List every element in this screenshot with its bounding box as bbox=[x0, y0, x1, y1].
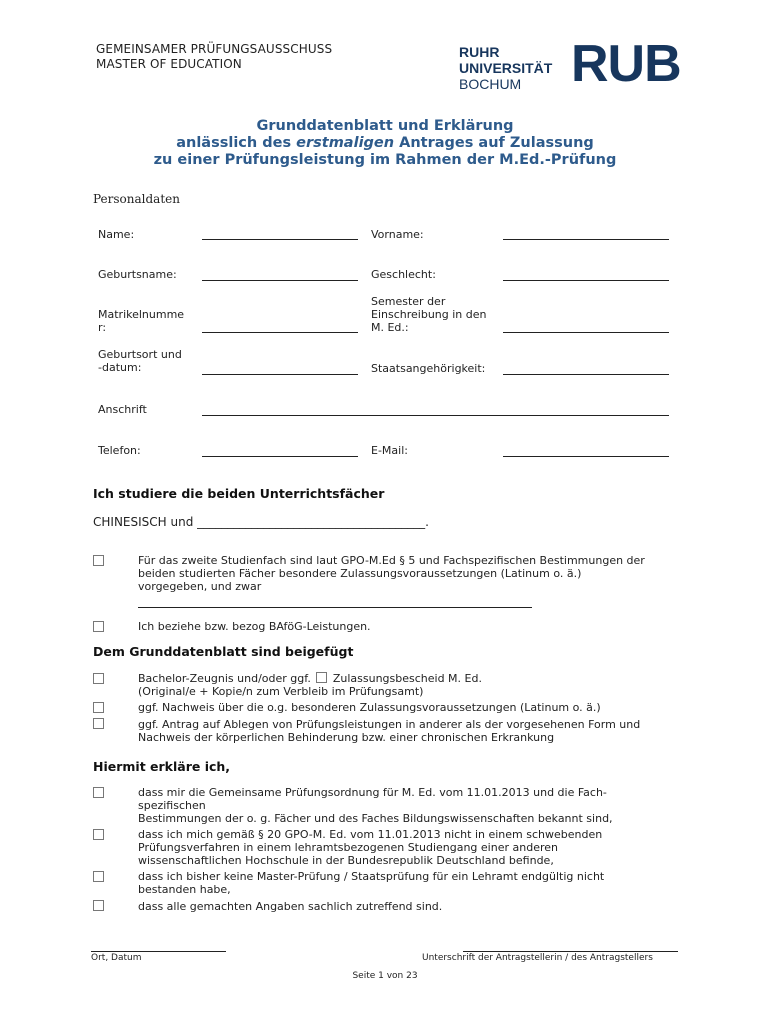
matrikel-label-2: r: bbox=[98, 321, 107, 334]
personal-data-heading: Personaldaten bbox=[93, 192, 180, 206]
subjects-line bbox=[93, 515, 429, 529]
bachelor-text-pre: Bachelor-Zeugnis und/oder ggf. bbox=[138, 672, 311, 685]
geburtsname-field[interactable] bbox=[202, 280, 358, 281]
declaration-1-line-2: spezifischen bbox=[138, 799, 206, 812]
semester-label-3: M. Ed.: bbox=[371, 321, 409, 334]
declaration-2-text bbox=[138, 828, 602, 867]
declaration-3-line-1: dass ich bisher keine Master-Prüfung / Staatsprüfung für ein Lehramt endgültig nicht bbox=[138, 870, 605, 883]
declaration-2-line-2: Prüfungsverfahren in einem lehramtsbezogenen Studiengang einer anderen bbox=[138, 841, 558, 854]
telefon-label: Telefon: bbox=[98, 444, 141, 457]
vorname-field[interactable] bbox=[503, 239, 669, 240]
declaration-1-text bbox=[138, 786, 613, 825]
nachweis-text: ggf. Nachweis über die o.g. besonderen Zulassungsvoraussetzungen (Latinum o. ä.) bbox=[138, 701, 601, 714]
declaration-1-checkbox[interactable] bbox=[93, 787, 104, 798]
staatsangehoerigkeit-label: Staatsangehörigkeit: bbox=[371, 362, 486, 375]
semester-label-2: Einschreibung in den bbox=[371, 308, 487, 321]
declaration-2-checkbox[interactable] bbox=[93, 829, 104, 840]
declaration-2-line-3: wissenschaftlichen Hochschule in der Bundesrepublik Deutschland befinde, bbox=[138, 854, 554, 867]
header-line-1: GEMEINSAMER PRÜFUNGSAUSSCHUSS bbox=[96, 42, 333, 56]
vorname-label: Vorname: bbox=[371, 228, 424, 241]
geburtsname-label: Geburtsname: bbox=[98, 268, 177, 281]
committee-header bbox=[96, 42, 332, 72]
semester-label bbox=[371, 295, 486, 334]
second-subject-field[interactable]: ______________________________________. bbox=[197, 515, 429, 529]
geschlecht-field[interactable] bbox=[503, 280, 669, 281]
title-line-2 bbox=[0, 135, 770, 152]
nachweis-checkbox[interactable] bbox=[93, 702, 104, 713]
declaration-1-line-1: dass mir die Gemeinsame Prüfungsordnung für M. Ed. vom 11.01.2013 und die Fach- bbox=[138, 786, 607, 799]
declaration-heading: Hiermit erkläre ich, bbox=[93, 759, 231, 774]
title-line-1: Grunddatenblatt und Erklärung bbox=[256, 118, 514, 134]
header-line-2: MASTER OF EDUCATION bbox=[96, 57, 242, 71]
rub-logo: RUB bbox=[571, 35, 681, 93]
title-line-3: zu einer Prüfungsleistung im Rahmen der M.Ed.-Prüfung bbox=[153, 152, 617, 168]
zulassung-text-3: vorgegeben, und zwar bbox=[138, 580, 262, 593]
zulassung-text-2: beiden studierten Fächer besondere Zulassungsvoraussetzungen (Latinum o. ä.) bbox=[138, 567, 582, 580]
antrag-text-2: Nachweis der körperlichen Behinderung bzw. einer chronischen Erkrankung bbox=[138, 731, 555, 744]
declaration-4-checkbox[interactable] bbox=[93, 900, 104, 911]
declaration-3-checkbox[interactable] bbox=[93, 871, 104, 882]
title-line-2-pre: anlässlich des bbox=[176, 135, 297, 151]
zulassung-text bbox=[138, 554, 645, 593]
bachelor-text-2: (Original/e + Kopie/n zum Verbleib im Prüfungsamt) bbox=[138, 685, 424, 698]
declaration-3-text bbox=[138, 870, 604, 896]
email-label: E-Mail: bbox=[371, 444, 408, 457]
semester-field[interactable] bbox=[503, 332, 669, 333]
declaration-1-line-3: Bestimmungen der o. g. Fächer und des Faches Bildungswissenschaften bekannt sind, bbox=[138, 812, 613, 825]
bachelor-text-post: Zulassungsbescheid M. Ed. bbox=[332, 672, 482, 685]
matrikel-label bbox=[98, 308, 184, 334]
declaration-3-line-2: bestanden habe, bbox=[138, 883, 231, 896]
uni-line-1: RUHR bbox=[459, 44, 500, 60]
title-line-2-post: Antrages auf Zulassung bbox=[394, 135, 594, 151]
signature-line[interactable] bbox=[463, 951, 678, 952]
subject-chinesisch: CHINESISCH und bbox=[93, 515, 198, 529]
document-title bbox=[0, 118, 770, 169]
declaration-4-text: dass alle gemachten Angaben sachlich zutreffend sind. bbox=[138, 900, 443, 913]
geschlecht-label: Geschlecht: bbox=[371, 268, 436, 281]
signature-label: Unterschrift der Antragstellerin / des Antragstellers bbox=[422, 953, 653, 963]
zulassung-field[interactable] bbox=[138, 607, 532, 608]
bachelor-text bbox=[138, 672, 482, 698]
attached-heading: Dem Grunddatenblatt sind beigefügt bbox=[93, 644, 354, 659]
bafoeg-text: Ich beziehe bzw. bezog BAföG-Leistungen. bbox=[138, 620, 371, 633]
geburtsort-label-2: -datum: bbox=[98, 361, 142, 374]
geburtsort-label bbox=[98, 348, 182, 374]
geburtsort-label-1: Geburtsort und bbox=[98, 348, 182, 361]
zulassung-checkbox[interactable] bbox=[93, 555, 104, 566]
email-field[interactable] bbox=[503, 456, 669, 457]
zulassung-text-1: Für das zweite Studienfach sind laut GPO-M.Ed § 5 und Fachspezifischen Bestimmungen der bbox=[138, 554, 645, 567]
name-field[interactable] bbox=[202, 239, 358, 240]
university-name bbox=[459, 44, 552, 92]
telefon-field[interactable] bbox=[202, 456, 358, 457]
antrag-text-1: ggf. Antrag auf Ablegen von Prüfungsleistungen in anderer als der vorgesehenen Form und bbox=[138, 718, 641, 731]
staatsangehoerigkeit-field[interactable] bbox=[503, 374, 669, 375]
anschrift-field[interactable] bbox=[202, 415, 669, 416]
antrag-checkbox[interactable] bbox=[93, 718, 104, 729]
matrikel-field[interactable] bbox=[202, 332, 358, 333]
bachelor-text-1 bbox=[138, 672, 482, 685]
uni-line-3: BOCHUM bbox=[459, 76, 522, 92]
page-number: Seite 1 von 23 bbox=[352, 971, 418, 981]
bafoeg-checkbox[interactable] bbox=[93, 621, 104, 632]
matrikel-label-1: Matrikelnumme bbox=[98, 308, 185, 321]
zulassungsbescheid-checkbox[interactable] bbox=[316, 672, 327, 683]
anschrift-label: Anschrift bbox=[98, 403, 147, 416]
geburtsort-field[interactable] bbox=[202, 374, 358, 375]
name-label: Name: bbox=[98, 228, 135, 241]
bachelor-checkbox[interactable] bbox=[93, 673, 104, 684]
title-line-2-emphasis: erstmaligen bbox=[296, 135, 395, 151]
declaration-2-line-1: dass ich mich gemäß § 20 GPO-M. Ed. vom 11.01.2013 nicht in einem schwebenden bbox=[138, 828, 603, 841]
ort-datum-label: Ort, Datum bbox=[91, 953, 142, 963]
ort-datum-line[interactable] bbox=[91, 951, 226, 952]
semester-label-1: Semester der bbox=[371, 295, 446, 308]
uni-line-2: UNIVERSITÄT bbox=[459, 60, 553, 76]
studies-heading: Ich studiere die beiden Unterrichtsfächer bbox=[93, 486, 385, 501]
antrag-text bbox=[138, 718, 640, 744]
